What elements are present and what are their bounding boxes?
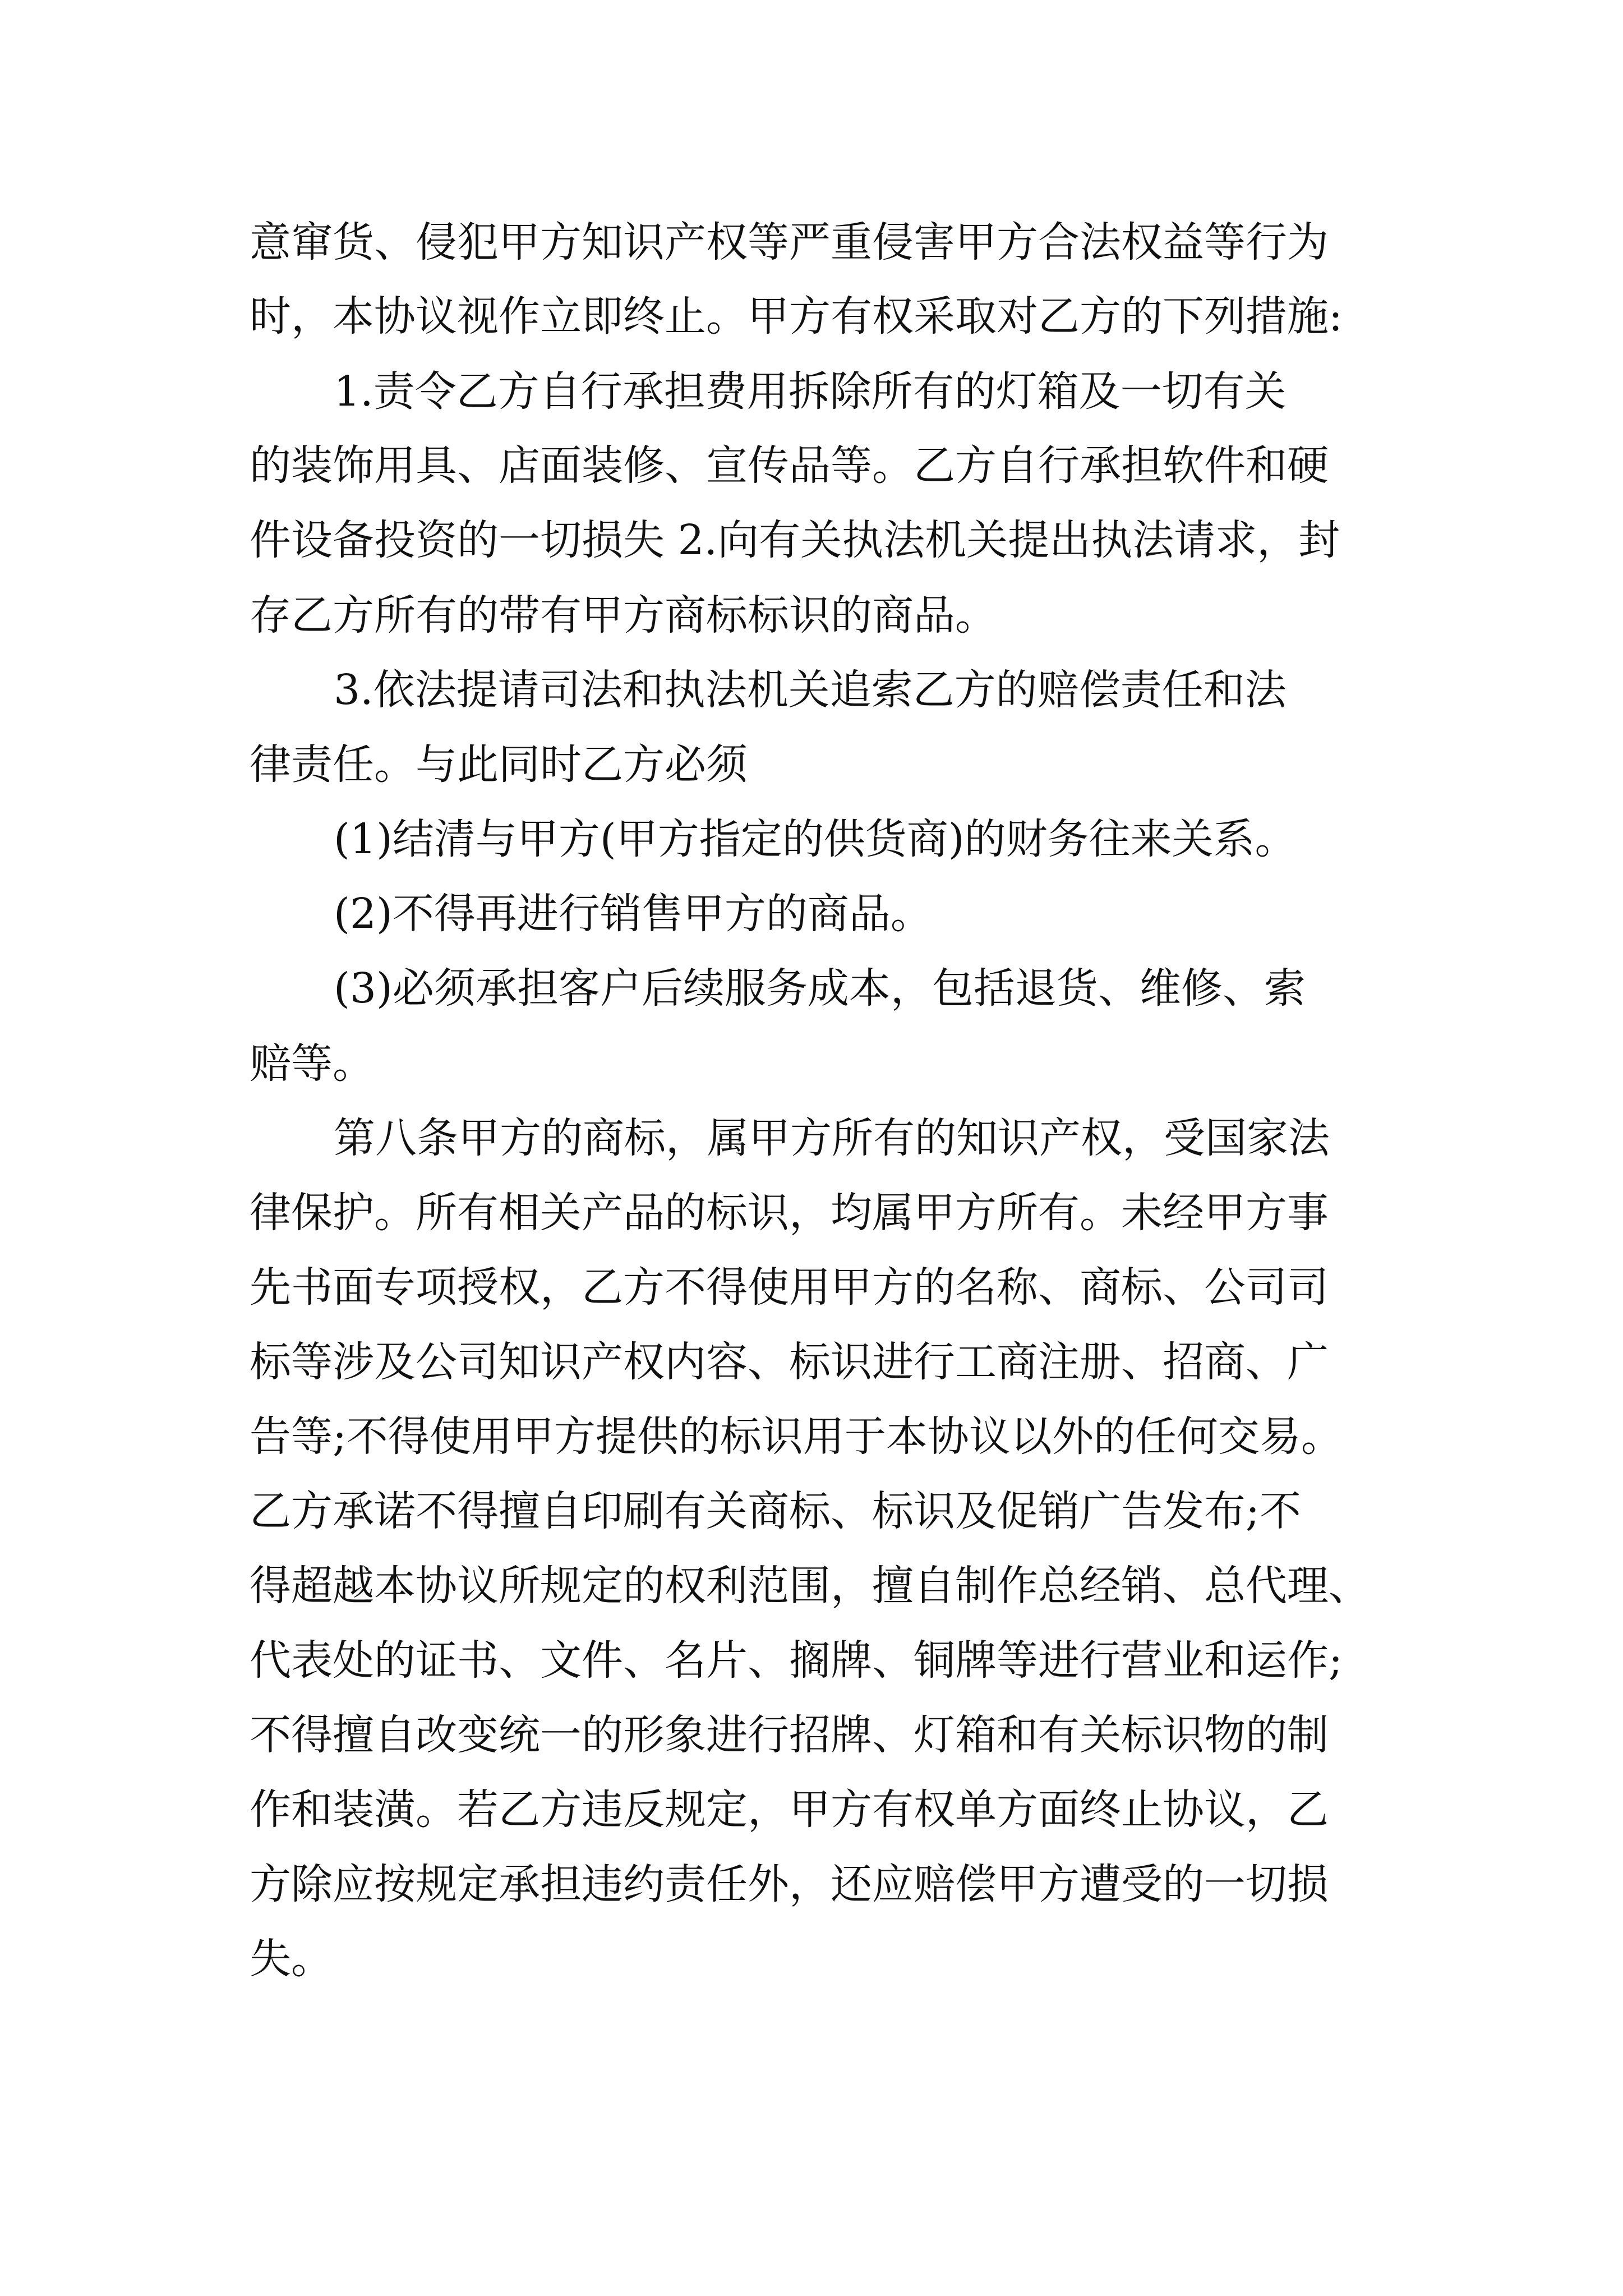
text-line: 不得擅自改变统一的形象进行招牌、灯箱和有关标识物的制 xyxy=(250,1711,1329,1759)
text-line: 标等涉及公司知识产权内容、标识进行工商注册、招商、广 xyxy=(250,1338,1329,1386)
text-line: 律保护。所有相关产品的标识，均属甲方所有。未经甲方事 xyxy=(250,1189,1329,1237)
text-line: 方除应按规定承担违约责任外，还应赔偿甲方遭受的一切损 xyxy=(250,1860,1329,1908)
text-line: 件设备投资的一切损失 2.向有关执法机关提出执法请求，封 xyxy=(250,516,1340,564)
text-line: 得超越本协议所规定的权利范围，擅自制作总经销、总代理、 xyxy=(250,1562,1370,1610)
text-line: 赔等。 xyxy=(250,1039,374,1088)
text-line: 1.责令乙方自行承担费用拆除所有的灯箱及一切有关 xyxy=(334,367,1287,416)
text-line: 存乙方所有的带有甲方商标标识的商品。 xyxy=(250,591,997,639)
text-line: 时，本协议视作立即终止。甲方有权采取对乙方的下列措施: xyxy=(250,292,1343,341)
text-line: 的装饰用具、店面装修、宣传品等。乙方自行承担软件和硬 xyxy=(250,441,1329,490)
text-line: 告等;不得使用甲方提供的标识用于本协议以外的任何交易。 xyxy=(250,1412,1343,1461)
text-line: 第八条甲方的商标，属甲方所有的知识产权，受国家法 xyxy=(334,1114,1330,1162)
text-line: 代表处的证书、文件、名片、搁牌、铜牌等进行营业和运作; xyxy=(250,1636,1343,1685)
text-line: 3.依法提请司法和执法机关追索乙方的赔偿责任和法 xyxy=(334,666,1287,714)
text-line: 乙方承诺不得擅自印刷有关商标、标识及促销广告发布;不 xyxy=(250,1487,1301,1535)
text-line: 意窜货、侵犯甲方知识产权等严重侵害甲方合法权益等行为 xyxy=(250,218,1329,266)
text-line: 先书面专项授权，乙方不得使用甲方的名称、商标、公司司 xyxy=(250,1263,1329,1312)
text-line: 律责任。与此同时乙方必须 xyxy=(250,740,748,789)
text-line: 失。 xyxy=(250,1935,333,1983)
text-line: 作和装潢。若乙方违反规定，甲方有权单方面终止协议，乙 xyxy=(250,1786,1329,1834)
text-line: (1)结清与甲方(甲方指定的供货商)的财务往来关系。 xyxy=(334,815,1297,863)
text-line: (3)必须承担客户后续服务成本，包括退货、维修、索 xyxy=(334,964,1306,1013)
text-line: (2)不得再进行销售甲方的商品。 xyxy=(334,890,932,938)
